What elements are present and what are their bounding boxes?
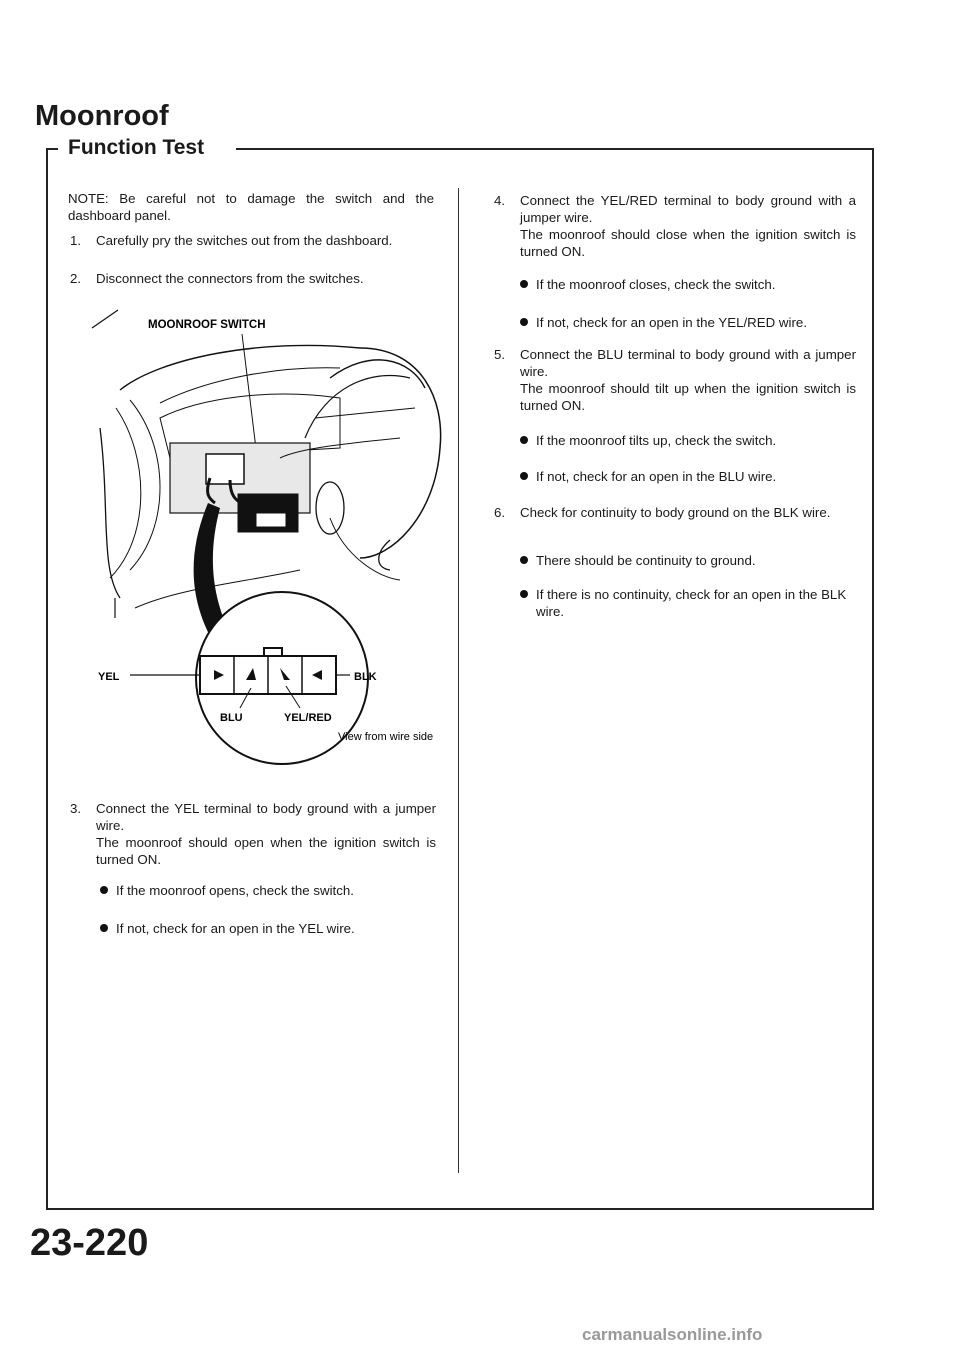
- watermark-text: carmanualsonline.info: [582, 1325, 763, 1344]
- step-instruction: Connect the YEL/RED terminal to body ground with a jumper wire.: [520, 193, 856, 225]
- steering-column: [315, 408, 415, 418]
- bullet-text: If the moonroof closes, check the switch.: [536, 277, 776, 292]
- step-number: 1.: [70, 233, 82, 248]
- moonroof-switch-label: MOONROOF SWITCH: [148, 319, 266, 331]
- key-cylinder: [316, 482, 344, 534]
- bullet-icon: [520, 590, 528, 598]
- steering-wheel-outer: [360, 348, 441, 558]
- step-3-bullet-1: [100, 882, 446, 899]
- step-number: 5.: [494, 347, 506, 362]
- page-title: Moonroof: [35, 100, 169, 132]
- step-2: [70, 270, 436, 290]
- bullet-icon: [100, 886, 108, 894]
- bullet-text: If the moonroof opens, check the switch.: [116, 883, 354, 898]
- bullet-icon: [520, 472, 528, 480]
- frame-top-rule-left: [46, 148, 58, 150]
- step-5-bullet-1: [520, 432, 872, 449]
- step-instruction: Connect the YEL terminal to body ground with a jumper wire.: [96, 801, 436, 833]
- step-expected-result: The moonroof should close when the ignition switch is turned ON.: [520, 227, 856, 259]
- step-number: 6.: [494, 505, 506, 520]
- bullet-text: If the moonroof tilts up, check the switch.: [536, 433, 777, 448]
- dashboard-illustration: [90, 308, 450, 768]
- bullet-icon: [520, 280, 528, 288]
- pin-label-yelred: YEL/RED: [284, 712, 332, 724]
- step-5-bullet-2: [520, 468, 872, 485]
- step-text: Carefully pry the switches out from the dashboard.: [96, 233, 393, 248]
- page-number: 23-220: [30, 1222, 149, 1264]
- frame-top-rule-right: [236, 148, 872, 150]
- section-title: Function Test: [64, 136, 208, 160]
- step-1: [70, 232, 436, 252]
- step-expected-result: The moonroof should open when the ignition switch is turned ON.: [96, 835, 436, 867]
- step-6-bullet-2: [520, 586, 872, 620]
- moonroof-switch-diagram: [90, 308, 450, 768]
- view-caption: View from wire side: [338, 731, 434, 743]
- bullet-icon: [100, 924, 108, 932]
- step-text: Disconnect the connectors from the switches.: [96, 271, 364, 286]
- pin-label-blk: BLK: [354, 671, 377, 683]
- note-text: NOTE: Be careful not to damage the switch and the dashboard panel.: [68, 191, 434, 223]
- step-4-bullet-2: [520, 314, 872, 331]
- pin-label-blu: BLU: [220, 712, 243, 724]
- step-instruction: Check for continuity to body ground on the BLK wire.: [520, 505, 831, 520]
- step-6-bullet-1: [520, 552, 872, 569]
- step-3-bullet-2: [100, 920, 446, 937]
- step-4-bullet-1: [520, 276, 872, 293]
- bullet-icon: [520, 556, 528, 564]
- connector-latch: [264, 648, 282, 656]
- step-expected-result: The moonroof should tilt up when the ignition switch is turned ON.: [520, 381, 856, 413]
- stalk-switch: [379, 540, 390, 570]
- bullet-text: If not, check for an open in the YEL wire.: [116, 921, 355, 936]
- connector-housing: [206, 454, 244, 484]
- dash-curve-lower: [330, 518, 400, 580]
- switch-button: [256, 513, 286, 527]
- bullet-text: If there is no continuity, check for an open in the BLK wire.: [536, 587, 847, 619]
- dash-left-vent-inner: [130, 400, 160, 570]
- step-number: 2.: [70, 271, 82, 286]
- step-number: 3.: [70, 801, 82, 816]
- bullet-text: If not, check for an open in the YEL/RED wire.: [536, 315, 808, 330]
- bullet-icon: [520, 436, 528, 444]
- pin-label-yel: YEL: [98, 671, 120, 683]
- column-divider: [458, 188, 459, 1173]
- step-instruction: Connect the BLU terminal to body ground with a jumper wire.: [520, 347, 856, 379]
- bullet-text: If not, check for an open in the BLU wire.: [536, 469, 777, 484]
- step-number: 4.: [494, 193, 506, 208]
- bullet-icon: [520, 318, 528, 326]
- dash-left-vent: [110, 408, 141, 578]
- bullet-text: There should be continuity to ground.: [536, 553, 756, 568]
- dash-left-panel: [100, 428, 120, 598]
- steering-wheel-spoke: [305, 376, 410, 439]
- callout-line: [92, 310, 118, 328]
